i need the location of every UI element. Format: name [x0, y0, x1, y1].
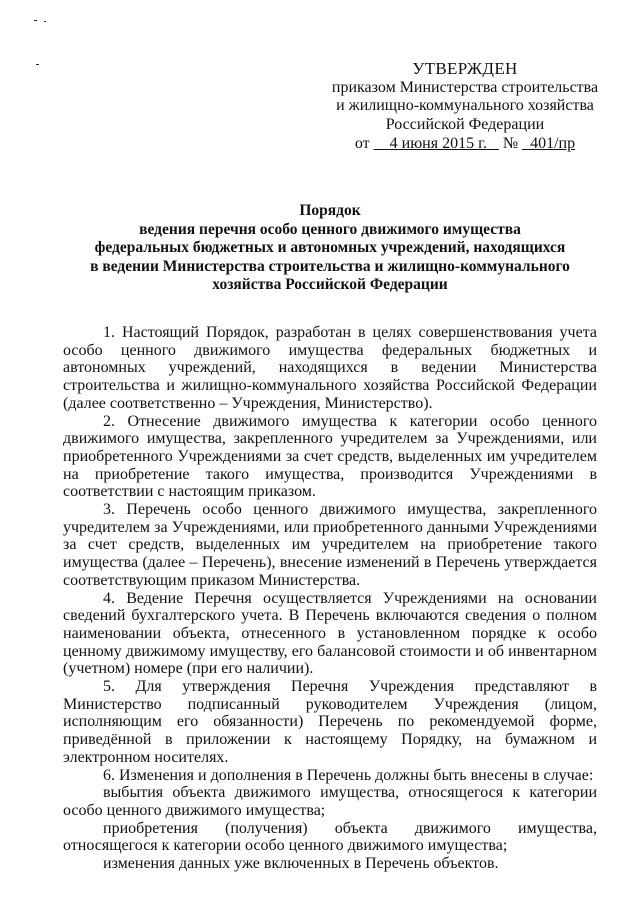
paragraph-5: 5. Для утверждения Перечня Учреждения представляют в Министерство подписанный руководителем Учреждения (лицом, исполняющим его обязанности) Перечень по рекомендуемой форме, приведённой в приложении к настоящему Порядку, на бумажном и электронном носителях.	[63, 678, 597, 766]
number-prefix: №	[502, 135, 519, 152]
document-title	[60, 202, 600, 295]
scan-speck	[34, 20, 37, 21]
title-line-4: в ведении Министерства строительства и жилищно-коммунального	[90, 257, 570, 275]
approval-line-1: приказом Министерства строительства	[331, 78, 599, 96]
approval-date-line	[330, 135, 600, 154]
paragraph-6: 6. Изменения и дополнения в Перечень должны быть внесены в случае:	[103, 766, 594, 784]
title-line-5: хозяйства Российской Федерации	[212, 276, 448, 293]
scan-speck	[36, 64, 39, 65]
approval-number-text: 401/пр	[530, 135, 576, 152]
title-line-3: федеральных бюджетных и автономных учреждений, находящихся	[94, 239, 566, 256]
approval-number	[522, 135, 575, 152]
document-body	[63, 324, 597, 873]
paragraph-4: 4. Ведение Перечня осуществляется Учреждениями на основании сведений бухгалтерского учета. В Перечень включаются сведения о полном наименовании объекта, отнесенного в установленном порядке к особо ценному движимому имуществу, его балансовой стоимости и об инвентарном (учетном) номере (при его наличии).	[63, 589, 597, 678]
scan-speck	[44, 21, 46, 22]
title-line-1: Порядок	[299, 202, 361, 219]
approval-line-3: Российской Федерации	[385, 115, 545, 133]
paragraph-6-item-2: приобретения (получения) объекта движимого имущества, относящегося к категории особо ценного движимого имущества;	[63, 819, 597, 855]
paragraph-3: 3. Перечень особо ценного движимого имущества, закрепленного учредителем за Учреждениями, или приобретенного данными Учреждениями за счет средств, выделенных им учредителем на приобретение такого имущества (далее – Перечень), внесение изменений в Перечень утверждается соответствующим приказом Министерства.	[63, 501, 597, 589]
paragraph-1: 1. Настоящий Порядок, разработан в целях совершенствования учета особо ценного движимого имущества федеральных бюджетных и автономных учреждений, находящихся в ведении Министерства строительства и жилищно-коммунального хозяйства Российской Федерации (далее соответственно – Учреждения, Министерство).	[63, 324, 597, 412]
approval-line-2: и жилищно-коммунального хозяйства	[336, 97, 594, 114]
paragraph-6-item-3: изменения данных уже включенных в Перечень объектов.	[103, 855, 499, 873]
approval-date	[374, 135, 499, 152]
paragraph-2: 2. Отнесение движимого имущества к категории особо ценного движимого имущества, закрепленного учредителем за Учреждениями, или приобретенного Учреждениями за счет средств, выделенных им учредителем на приобретение такого имущества, производится Учреждениями в соответствии с настоящим приказом.	[63, 412, 597, 501]
approval-stamp-block	[330, 60, 600, 154]
approval-date-text: 4 июня 2015 г.	[389, 135, 487, 152]
approval-heading: УТВЕРЖДЕН	[412, 59, 518, 78]
date-prefix: от	[354, 135, 370, 152]
title-line-2: ведения перечня особо ценного движимого имущества	[139, 220, 521, 238]
paragraph-6-item-1: выбытия объекта движимого имущества, относящегося к категории особо ценного движимого имущества;	[63, 784, 597, 819]
